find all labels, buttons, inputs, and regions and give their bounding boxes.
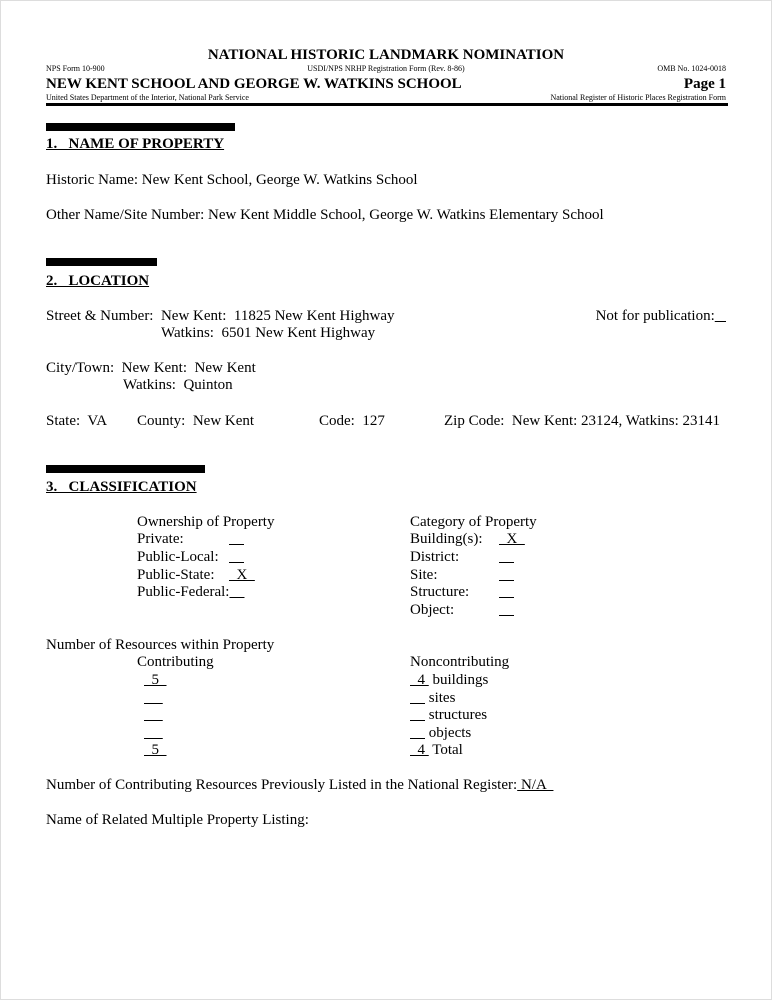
resource-type: Total xyxy=(428,742,463,758)
header-rule xyxy=(46,103,728,106)
ownership-row xyxy=(137,530,244,548)
noncontributing-count: 4 xyxy=(410,742,429,758)
nfp-value xyxy=(715,308,726,324)
ownership-label: Public-Federal: xyxy=(137,584,230,600)
zip-code: Zip Code: New Kent: 23124, Watkins: 23141 xyxy=(444,413,720,429)
ownership-label: Public-Local: xyxy=(137,549,219,565)
noncontributing-count xyxy=(410,707,425,723)
contributing-count: 5 xyxy=(144,742,167,758)
noncontributing-row xyxy=(410,689,455,707)
doc-title: NATIONAL HISTORIC LANDMARK NOMINATION xyxy=(207,47,565,63)
category-label: Structure: xyxy=(410,584,470,600)
ownership-value: X xyxy=(229,567,255,583)
category-value xyxy=(499,566,514,584)
state: State: VA xyxy=(46,413,108,429)
department: United States Department of the Interior, National Park Service xyxy=(46,93,249,102)
section-heading: 3. CLASSIFICATION xyxy=(46,479,197,495)
ownership-value xyxy=(229,584,244,600)
category-label: Object: xyxy=(410,602,455,618)
ownership-value xyxy=(229,531,244,547)
contributing-count: 5 xyxy=(144,672,167,688)
county: County: New Kent xyxy=(137,413,255,429)
category-value xyxy=(499,601,514,619)
ownership-row xyxy=(137,583,244,601)
street-watkins: Watkins: 6501 New Kent Highway xyxy=(161,325,376,341)
ownership-row xyxy=(137,548,244,566)
property-title: NEW KENT SCHOOL AND GEORGE W. WATKINS SCHOOL xyxy=(46,76,462,92)
resource-type: buildings xyxy=(428,672,489,688)
category-value xyxy=(499,548,514,566)
code: Code: 127 xyxy=(319,413,385,429)
ownership-label: Private: xyxy=(137,531,184,547)
noncontributing-header: Noncontributing xyxy=(410,654,510,670)
resources-title: Number of Resources within Property xyxy=(46,637,275,653)
noncontributing-count xyxy=(410,725,425,741)
category-label: Site: xyxy=(410,567,438,583)
resource-type: sites xyxy=(425,690,456,706)
category-label: District: xyxy=(410,549,460,565)
city-newkent: City/Town: New Kent: New Kent xyxy=(46,360,256,376)
contributing-count xyxy=(144,724,163,742)
category-title: Category of Property xyxy=(410,514,537,530)
form-rev: USDI/NPS NRHP Registration Form (Rev. 8-86) xyxy=(307,64,465,73)
previously-listed: Number of Contributing Resources Previously Listed in the National Register: xyxy=(46,777,518,793)
section-bar xyxy=(46,258,157,266)
ownership-value xyxy=(229,549,244,565)
noncontributing-row xyxy=(410,741,463,759)
ownership-label: Public-State: xyxy=(137,567,215,583)
resource-type: structures xyxy=(425,707,488,723)
city-watkins: Watkins: Quinton xyxy=(123,377,233,393)
category-label: Building(s): xyxy=(410,531,483,547)
not-for-publication: Not for publication: xyxy=(595,308,715,324)
noncontributing-row xyxy=(410,671,488,689)
section-bar xyxy=(46,123,235,131)
ownership-row xyxy=(137,566,255,584)
contributing-count xyxy=(144,689,163,707)
omb-number: OMB No. 1024-0018 xyxy=(657,64,726,73)
noncontributing-row xyxy=(410,706,487,724)
ownership-title: Ownership of Property xyxy=(137,514,275,530)
contributing-count xyxy=(144,706,163,724)
historic-name: Historic Name: New Kent School, George W. Watkins School xyxy=(46,172,418,188)
section-heading: 1. NAME OF PROPERTY xyxy=(46,136,225,152)
resource-type: objects xyxy=(425,725,472,741)
category-value: X xyxy=(499,531,525,547)
contributing-header: Contributing xyxy=(137,654,214,670)
register-form: National Register of Historic Places Registration Form xyxy=(550,93,726,102)
section-heading: 2. LOCATION xyxy=(46,273,150,289)
related-listing: Name of Related Multiple Property Listing: xyxy=(46,812,309,828)
noncontributing-count xyxy=(410,690,425,706)
street-newkent: Street & Number: New Kent: 11825 New Kent Highway xyxy=(46,308,395,324)
form-number: NPS Form 10-900 xyxy=(46,64,105,73)
section-bar xyxy=(46,465,205,473)
noncontributing-row xyxy=(410,724,471,742)
previously-listed-value: N/A xyxy=(517,777,554,793)
category-value xyxy=(499,583,514,601)
noncontributing-count: 4 xyxy=(410,672,429,688)
page-number: Page 1 xyxy=(683,76,726,92)
other-name: Other Name/Site Number: New Kent Middle School, George W. Watkins Elementary School xyxy=(46,207,604,223)
